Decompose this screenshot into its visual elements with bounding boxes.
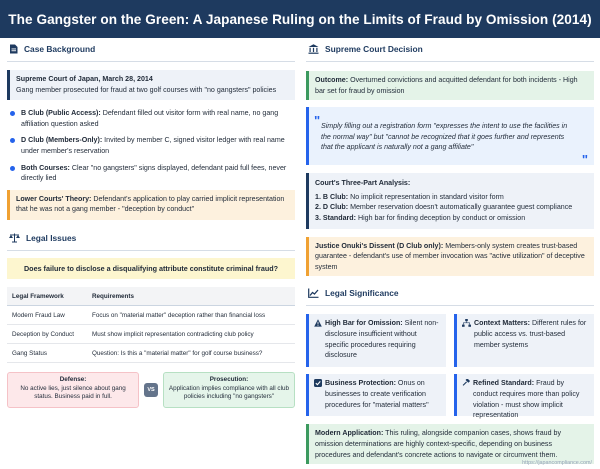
sitemap-icon [462,319,471,327]
hammer-icon [462,379,470,387]
table-cell: Question: Is this a "material matter" for golf course business? [87,344,295,363]
lower-courts-theory [7,190,295,220]
court-desc: Gang member prosecuted for fraud at two golf courses with "no gangsters" policies [16,85,277,94]
bullet-icon [10,166,15,171]
bullet-text: Clear "no gangsters" signs displayed, defendant paid full fees, never directly lied [21,163,287,183]
footer-url: https://japancompliance.com/ [522,460,592,466]
table-cell: Modern Fraud Law [7,306,87,325]
significance-title: Legal Significance [325,288,399,299]
card-text: Silent non-disclosure insufficient without specific procedures requiring disclosure [325,319,439,360]
list-item [10,108,295,129]
court-quote [306,107,594,165]
quote-open-icon: " [314,113,321,129]
bullet-label: Both Courses: [21,163,70,172]
column-header: Requirements [87,287,295,306]
list-item [315,192,588,203]
analysis-label: 3. Standard: [315,213,356,222]
bullet-icon [10,111,15,116]
list-item [315,202,588,213]
analysis-text: Member reservation doesn't automatically guarantee guest compliance [348,203,573,212]
check-icon [314,379,322,387]
card-context [454,314,594,367]
supreme-court-title: Supreme Court Decision [325,44,423,54]
divider [7,61,295,62]
bullet-text: Invited by member C, signed visitor ledger with real name under member's reservation [21,136,285,155]
modern-application [306,424,594,464]
courthouse-icon [308,44,319,54]
key-question: Does failure to disclose a disqualifying attribute constitute criminal fraud? [7,258,295,279]
dissent-label: Justice Onuki's Dissent (D Club only): [315,241,444,250]
list-item [315,213,588,224]
arguments-comparison [7,372,295,408]
legal-issues-title: Legal Issues [26,232,77,243]
outcome-text: Overturned convictions and acquitted defendant for both incidents - High bar set for fraud by omission [315,76,578,95]
divider [306,61,594,62]
significance-heading [306,285,594,301]
theory-text: Defendant's application to play carried implicit representation that he was not a gang member - "deception by conduct" [16,194,285,214]
left-column [7,41,295,408]
chart-line-icon [308,288,319,298]
table-cell: Deception by Conduct [7,325,87,344]
table-row [7,344,295,363]
vs-badge: VS [144,383,158,397]
defense-text: No active lies, just silence about gang status. Business paid in full. [20,384,126,401]
prosecution-box [163,372,295,408]
theory-label: Lower Courts' Theory: [16,194,92,203]
modern-text: This ruling, alongside companion cases, shows fraud by omission determinations are highly context-specific, depending on business procedures and defendant's concrete actions to navigate or circumvent them. [315,429,562,459]
analysis-text: High bar for finding deception by conduct or omission [356,213,526,222]
right-column [306,41,594,464]
dissent-box [306,237,594,277]
analysis-label: 2. D Club: [315,203,349,212]
card-label: Refined Standard: [473,379,535,388]
table-header-row [7,287,295,306]
table-row [7,306,295,325]
significance-cards [306,314,594,420]
bullet-label: D Club (Members-Only): [21,136,103,145]
scales-icon [9,233,20,243]
analysis-label: 1. B Club: [315,192,349,201]
outcome-label: Outcome: [315,76,349,84]
warning-icon [314,319,322,327]
card-high-bar [306,314,446,367]
card-business-protection [306,374,446,416]
case-background-heading [7,41,295,57]
prosecution-text: Application implies compliance with all club policies including "no gangsters" [168,384,289,401]
table-row [7,325,295,344]
title-bar [0,0,600,38]
divider [306,305,594,306]
list-item [10,163,295,184]
dissent-text: Members-only system creates trust-based guarantee - defendant's use of member invocation was "active utilization" of deceptive system [315,241,585,271]
framework-table [7,287,295,364]
prosecution-label: Prosecution: [209,376,249,384]
card-label: Context Matters: [474,319,530,328]
table-cell: Must show implicit representation contradicting club policy [87,325,295,344]
analysis-text: No implicit representation in standard visitor form [348,192,504,201]
document-icon [9,44,18,54]
case-background-title: Case Background [24,44,96,54]
divider [7,250,295,251]
bullet-text: Defendant filled out visitor form with real name, no gang affiliation question asked [21,109,279,128]
defense-label: Defense: [59,376,87,384]
court-summary [7,70,295,100]
card-text: Onus on businesses to create verification procedures for "material matters" [325,379,429,409]
table-cell: Focus on "material matter" deception rather than financial loss [87,306,295,325]
legal-issues-heading [7,230,295,246]
card-text: Fraud by conduct requires more than policy violation - must show implicit representation [473,379,580,420]
bullet-icon [10,138,15,143]
table-cell: Gang Status [7,344,87,363]
modern-label: Modern Application: [315,429,384,438]
page-title: The Gangster on the Green: A Japanese Ruling on the Limits of Fraud by Omission (2014) [8,11,592,27]
card-label: High Bar for Omission: [325,319,403,328]
quote-close-icon: " [581,151,588,167]
card-label: Business Protection: [325,379,396,388]
card-refined-standard [454,374,594,420]
supreme-court-heading [306,41,594,57]
column-header: Legal Framework [7,287,87,306]
outcome-box [306,71,594,100]
defense-box [7,372,139,408]
fact-list [7,108,295,184]
court-line: Supreme Court of Japan, March 28, 2014 [16,75,153,83]
list-item [10,135,295,156]
card-text: Different rules for public access vs. trust-based member systems [474,319,587,349]
bullet-label: B Club (Public Access): [21,109,101,118]
analysis-heading: Court's Three-Part Analysis: [315,179,411,188]
quote-text: Simply filling out a registration form "expresses the intent to use the facilities in the normal way" but "cannot be recognized that it goes further and represents that the applicant is naturally not a gang affiliate" [321,122,568,152]
three-part-analysis [306,173,594,228]
